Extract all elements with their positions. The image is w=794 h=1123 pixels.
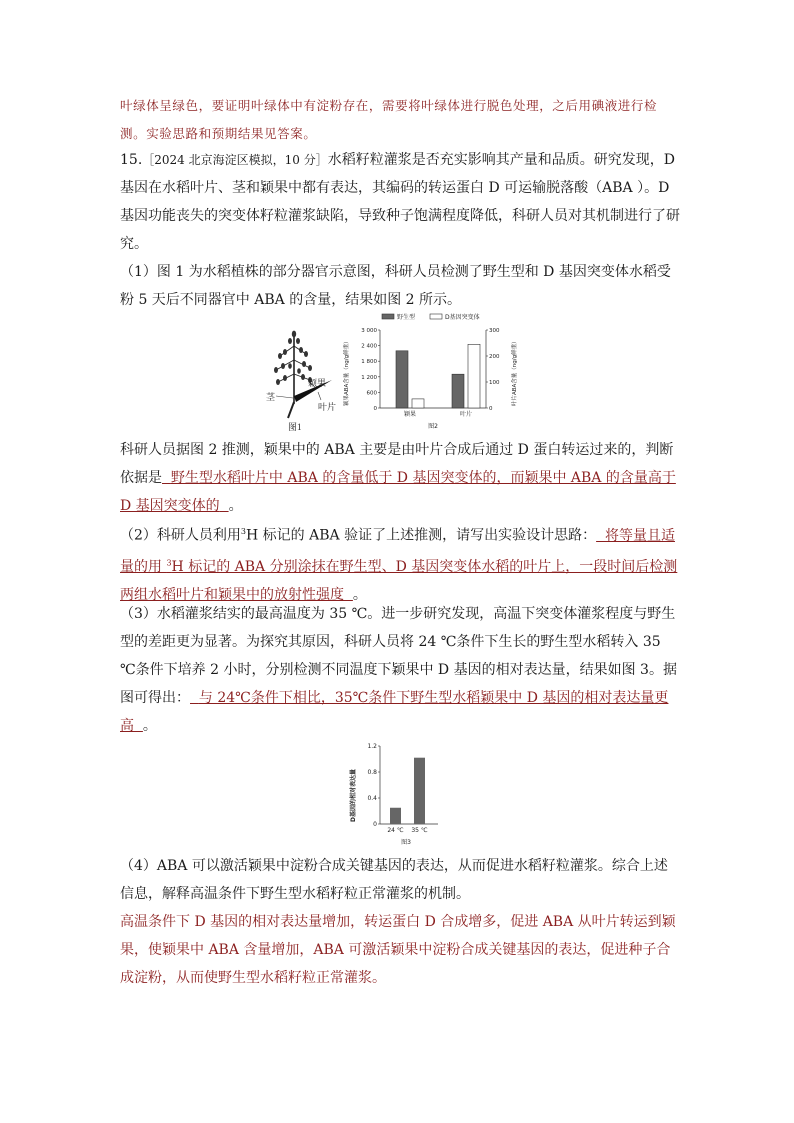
part-1-end: 。 — [228, 498, 243, 514]
right-tick-label: 0 — [489, 406, 493, 412]
right-tick-label: 200 — [489, 354, 500, 360]
part-2-answer-sup: 3 — [166, 558, 172, 568]
y-tick-label: 0 — [373, 821, 377, 828]
y-axis-label: D基因的相对表达量 — [350, 769, 357, 822]
figure-2-caption: 图2 — [428, 423, 438, 430]
part-3-end: 。 — [142, 718, 157, 734]
y-tick-label: 0.8 — [367, 769, 377, 776]
left-tick-label: 2 400 — [361, 343, 377, 350]
bar-1 — [414, 758, 425, 824]
label-grain: 颖果 — [308, 378, 327, 388]
left-axis-label: 颖果ABA含量（ng/g鲜重） — [344, 338, 350, 406]
bar-0 — [390, 808, 401, 824]
part-3 — [120, 600, 680, 740]
y-tick-label: 0.4 — [367, 795, 377, 802]
part-2 — [120, 518, 680, 609]
question-source: ［2024 北京海淀区模拟，10 分］ — [142, 153, 328, 167]
figure-3-caption: 图3 — [401, 839, 411, 846]
bar-mutant-0 — [412, 399, 424, 408]
label-leaf: 叶片 — [318, 402, 337, 412]
bar-wild-type-1 — [452, 374, 464, 408]
bar-mutant-1 — [468, 344, 480, 408]
category-label: 颖果 — [403, 411, 417, 418]
part-2-prefix2: H 标记的 ABA 验证了上述推测，请写出实验设计思路： — [246, 527, 597, 544]
legend-swatch-mutant — [430, 314, 442, 319]
part-3-answer — [120, 690, 668, 734]
part-2-answer-a: 将等量且适量的用 — [120, 527, 675, 576]
part-2-sup: 3 — [240, 527, 247, 536]
legend-label-mutant: D基因突变体 — [445, 314, 480, 321]
left-tick-label: 1 200 — [361, 374, 377, 381]
figure-2-chart — [340, 310, 520, 432]
part-1-inference — [120, 436, 680, 520]
previous-answer: 叶绿体呈绿色，要证明叶绿体中有淀粉存在，需要将叶绿体进行脱色处理，之后用碘液进行检测。实验思路和预期结果见答案。 — [120, 98, 658, 141]
part-1-text: （1）图 1 为水稻植株的部分器官示意图，科研人员检测了野生型和 D 基因突变体水稻受粉 5 天后不同器官中 ABA 的含量，结果如图 2 所示。 — [120, 264, 671, 308]
part-4-text: （4）ABA 可以激活颖果中淀粉合成关键基因的表达，从而促进水稻籽粒灌浆。综合上述信息，解释高温条件下野生型水稻籽粒正常灌浆的机制。 — [120, 858, 668, 902]
part-2-answer-b: H 标记的 ABA 分别涂抹在野生型、D 基因突变体水稻的叶片上，一段时间后检测两组水稻叶片和颖果中的放射性强度 — [120, 559, 678, 604]
inference-text: 科研人员据图 2 推测，颖果中的 ABA 主要是由叶片合成后通过 D 蛋白转运过来的，判断依据是 — [120, 442, 674, 486]
category-label: 35 ℃ — [411, 827, 428, 834]
question-15 — [120, 146, 680, 258]
bar-wild-type-0 — [396, 351, 408, 408]
legend-swatch-wild-type — [382, 314, 394, 319]
label-stem: 茎 — [266, 392, 276, 402]
left-tick-label: 3 000 — [361, 328, 377, 334]
figure-1 — [266, 326, 336, 430]
right-tick-label: 100 — [489, 380, 500, 386]
legend-label-wild-type: 野生型 — [397, 314, 416, 321]
part-3-text: （3）水稻灌浆结实的最高温度为 35 ℃。进一步研究发现，高温下突变体灌浆程度与野生型的差距更为显著。为探究其原因，科研人员将 24 ℃条件下生长的野生型水稻转入 35 ℃条件下培养 2 小时，分别检测不同温度下颖果中 D 基因的相对表达量，结果如图 3。据图可得出： — [120, 606, 677, 706]
figure-3 — [346, 740, 446, 850]
part-2-end: 。 — [352, 587, 367, 604]
right-axis-label: 叶片ABA含量（ng/g鲜重） — [512, 338, 518, 406]
question-stem: 水稻籽粒灌浆是否充实影响其产量和品质。研究发现，D 基因在水稻叶片、茎和颖果中都有表达，其编码的转运蛋白 D 可运输脱落酸（ABA ）。D 基因功能丧失的突变体籽粒灌浆缺陷，导致种子饱满程度降低，科研人员对其机制进行了研究。 — [120, 152, 680, 252]
figure-1-caption: 图1 — [288, 422, 302, 432]
right-tick-label: 300 — [489, 328, 500, 334]
question-number: 15. — [120, 152, 143, 168]
part-4-answer: 高温条件下 D 基因的相对表达量增加，转运蛋白 D 合成增多，促进 ABA 从叶片转运到颖果，使颖果中 ABA 含量增加，ABA 可激活颖果中淀粉合成关键基因的表达，促进种子合成淀粉，从而使野生型水稻籽粒正常灌浆。 — [120, 914, 676, 986]
category-label: 24 ℃ — [387, 827, 404, 834]
part-2-prefix: （2）科研人员利用 — [120, 527, 241, 544]
y-tick-label: 1.2 — [367, 743, 377, 750]
part-1-answer-text: 野生型水稻叶片中 ABA 的含量低于 D 基因突变体的，而颖果中 ABA 的含量高于 D 基因突变体的 — [120, 470, 676, 514]
figure-2 — [340, 310, 520, 432]
part-3-answer-text: 与 24℃条件下相比，35℃条件下野生型水稻颖果中 D 基因的相对表达量更高 — [120, 690, 669, 734]
left-tick-label: 1 800 — [361, 359, 377, 366]
left-tick-label: 0 — [373, 406, 377, 412]
part-1-answer — [120, 470, 676, 514]
figure-3-chart — [346, 740, 446, 850]
left-tick-label: 600 — [366, 390, 377, 397]
category-label: 叶片 — [459, 411, 473, 418]
